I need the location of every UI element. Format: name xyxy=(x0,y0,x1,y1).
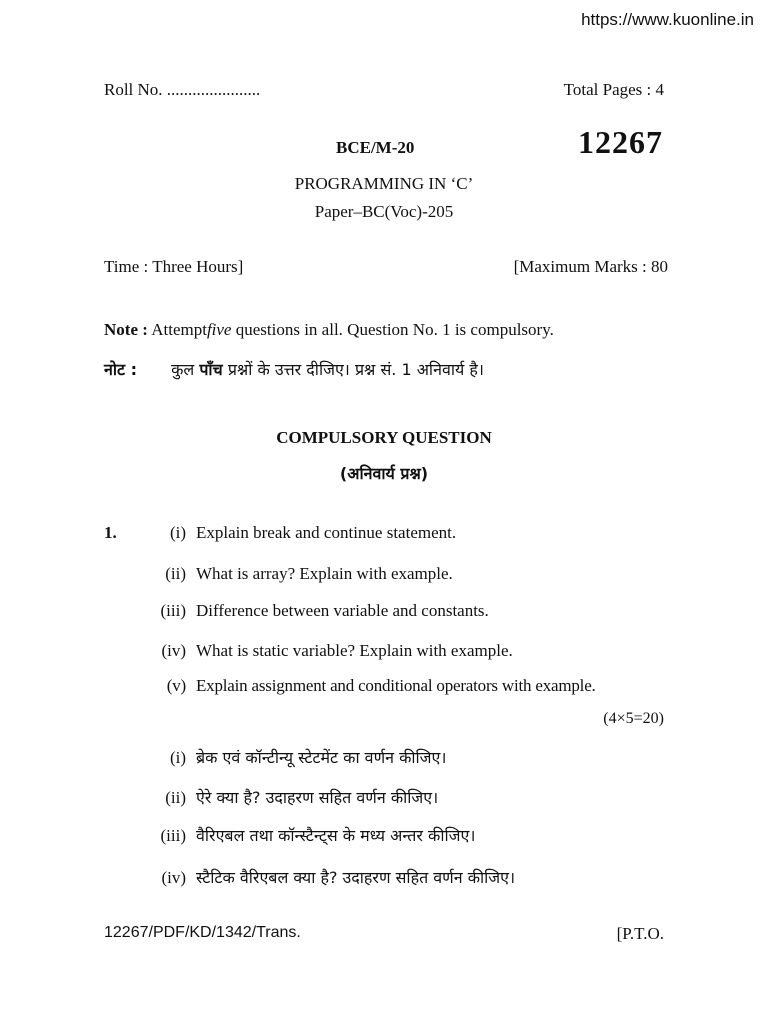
question-part xyxy=(140,641,513,661)
note-label: Note : xyxy=(104,320,148,339)
question-marks: (4×5=20) xyxy=(603,710,664,727)
part-number: (iv) xyxy=(161,868,186,887)
subject-title: PROGRAMMING IN ‘C’ xyxy=(294,174,474,193)
part-number: (ii) xyxy=(165,788,186,807)
note-english xyxy=(104,320,554,340)
note-hindi-post: प्रश्नों के उत्तर दीजिए। प्रश्न सं. 1 अनिवार्य है। xyxy=(227,360,484,379)
part-text: Difference between variable and constants. xyxy=(196,601,489,620)
note-hindi-label: नोट : xyxy=(104,360,138,379)
maximum-marks: [Maximum Marks : 80 xyxy=(513,257,668,276)
question-part-hindi xyxy=(140,824,475,846)
question-part xyxy=(140,564,453,584)
question-number: 1. xyxy=(104,523,117,542)
part-text-hindi: ऐरे क्या है? उदाहरण सहित वर्णन कीजिए। xyxy=(196,788,439,807)
source-url[interactable]: https://www.kuonline.in xyxy=(581,10,754,29)
part-number: (iii) xyxy=(160,826,186,845)
part-text: What is array? Explain with example. xyxy=(196,564,453,583)
please-turn-over: [P.T.O. xyxy=(616,924,664,943)
part-number: (i) xyxy=(169,748,186,767)
part-text-hindi: वैरिएबल तथा कॉन्स्टैन्ट्स के मध्य अन्तर कीजिए। xyxy=(196,826,476,845)
question-part-hindi xyxy=(140,786,438,808)
part-number: (v) xyxy=(166,676,186,695)
time-allowed: Time : Three Hours] xyxy=(104,257,244,276)
part-text: Explain assignment and conditional operators with example. xyxy=(196,676,596,695)
section-title: COMPULSORY QUESTION xyxy=(276,428,492,447)
part-text: Explain break and continue statement. xyxy=(196,523,457,542)
part-number: (i) xyxy=(169,523,186,542)
part-text-hindi: ब्रेक एवं कॉन्टीन्यू स्टेटमेंट का वर्णन कीजिए। xyxy=(196,748,447,767)
part-number: (ii) xyxy=(165,564,186,583)
question-part-hindi xyxy=(140,866,515,888)
note-text-post: questions in all. Question No. 1 is compulsory. xyxy=(235,320,554,339)
note-hindi-pre: कुल xyxy=(171,360,195,379)
paper-code: Paper–BC(Voc)-205 xyxy=(314,202,454,221)
question-part xyxy=(140,523,456,543)
part-number: (iii) xyxy=(160,601,186,620)
note-hindi-emphasis: पाँच xyxy=(199,360,223,379)
question-part-hindi xyxy=(140,746,446,768)
question-part xyxy=(140,676,596,696)
note-text-pre: Attempt xyxy=(151,320,207,339)
part-number: (iv) xyxy=(161,641,186,660)
footer-code: 12267/PDF/KD/1342/Trans. xyxy=(104,924,301,941)
paper-number: 12267 xyxy=(578,124,663,160)
roll-number-line: Roll No. ...................... xyxy=(104,80,261,99)
note-emphasis: five xyxy=(206,320,232,339)
part-text: What is static variable? Explain with example. xyxy=(196,641,513,660)
note-hindi xyxy=(104,358,484,380)
question-part xyxy=(140,601,489,621)
exam-code: BCE/M-20 xyxy=(336,138,415,157)
total-pages: Total Pages : 4 xyxy=(563,80,664,99)
section-title-hindi: (अनिवार्य प्रश्न) xyxy=(339,464,429,483)
part-text-hindi: स्टैटिक वैरिएबल क्या है? उदाहरण सहित वर्णन कीजिए। xyxy=(196,868,516,887)
